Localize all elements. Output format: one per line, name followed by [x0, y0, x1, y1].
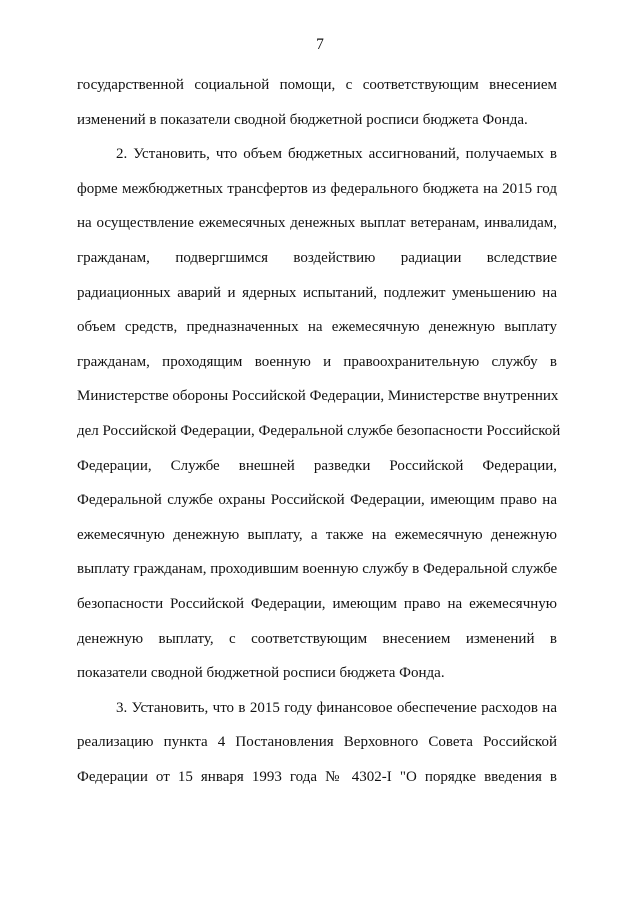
text-line: Федерации, Службе внешней разведки Российской Федерации, [77, 457, 557, 474]
text-line: радиационных аварий и ядерных испытаний, подлежит уменьшению на [77, 284, 557, 301]
text-line: 3. Установить, что в 2015 году финансовое обеспечение расходов на [116, 699, 557, 716]
text-line: дел Российской Федерации, Федеральной службе безопасности Российской [77, 422, 561, 439]
text-line: на осуществление ежемесячных денежных выплат ветеранам, инвалидам, [77, 215, 557, 232]
page-number: 7 [316, 36, 324, 53]
text-line: гражданам, подвергшимся воздействию радиации вследствие [77, 249, 557, 266]
paragraph-item-2 [77, 137, 561, 691]
text-line: изменений в показатели сводной бюджетной росписи бюджета Фонда. [77, 111, 528, 128]
text-line: реализацию пункта 4 Постановления Верховного Совета Российской [77, 734, 557, 751]
text-line: выплату гражданам, проходившим военную службу в Федеральной службе [77, 561, 558, 578]
text-line: объем средств, предназначенных на ежемесячную денежную выплату [77, 319, 557, 336]
text-line: Министерстве обороны Российской Федерации, Министерстве внутренних [77, 388, 559, 405]
text-line: 2. Установить, что объем бюджетных ассигнований, получаемых в [116, 146, 557, 163]
text-line: ежемесячную денежную выплату, а также на ежемесячную денежную [77, 526, 557, 543]
text-line: Федерации от 15 января 1993 года № 4302-I "О порядке введения в [77, 768, 557, 785]
text-line: денежную выплату, с соответствующим внесением изменений в [77, 630, 557, 647]
paragraph-continuation [77, 68, 557, 137]
text-line: государственной социальной помощи, с соответствующим внесением [77, 77, 557, 93]
document-body [77, 68, 561, 794]
text-line: безопасности Российской Федерации, имеющим право на ежемесячную [77, 595, 557, 612]
text-line: форме межбюджетных трансфертов из федерального бюджета на 2015 год [77, 180, 557, 197]
text-line: Федеральной службе охраны Российской Федерации, имеющим право на [77, 492, 557, 509]
paragraph-item-3 [77, 691, 557, 795]
text-line: гражданам, проходящим военную и правоохранительную службу в [77, 353, 557, 370]
text-line: показатели сводной бюджетной росписи бюджета Фонда. [77, 665, 445, 682]
